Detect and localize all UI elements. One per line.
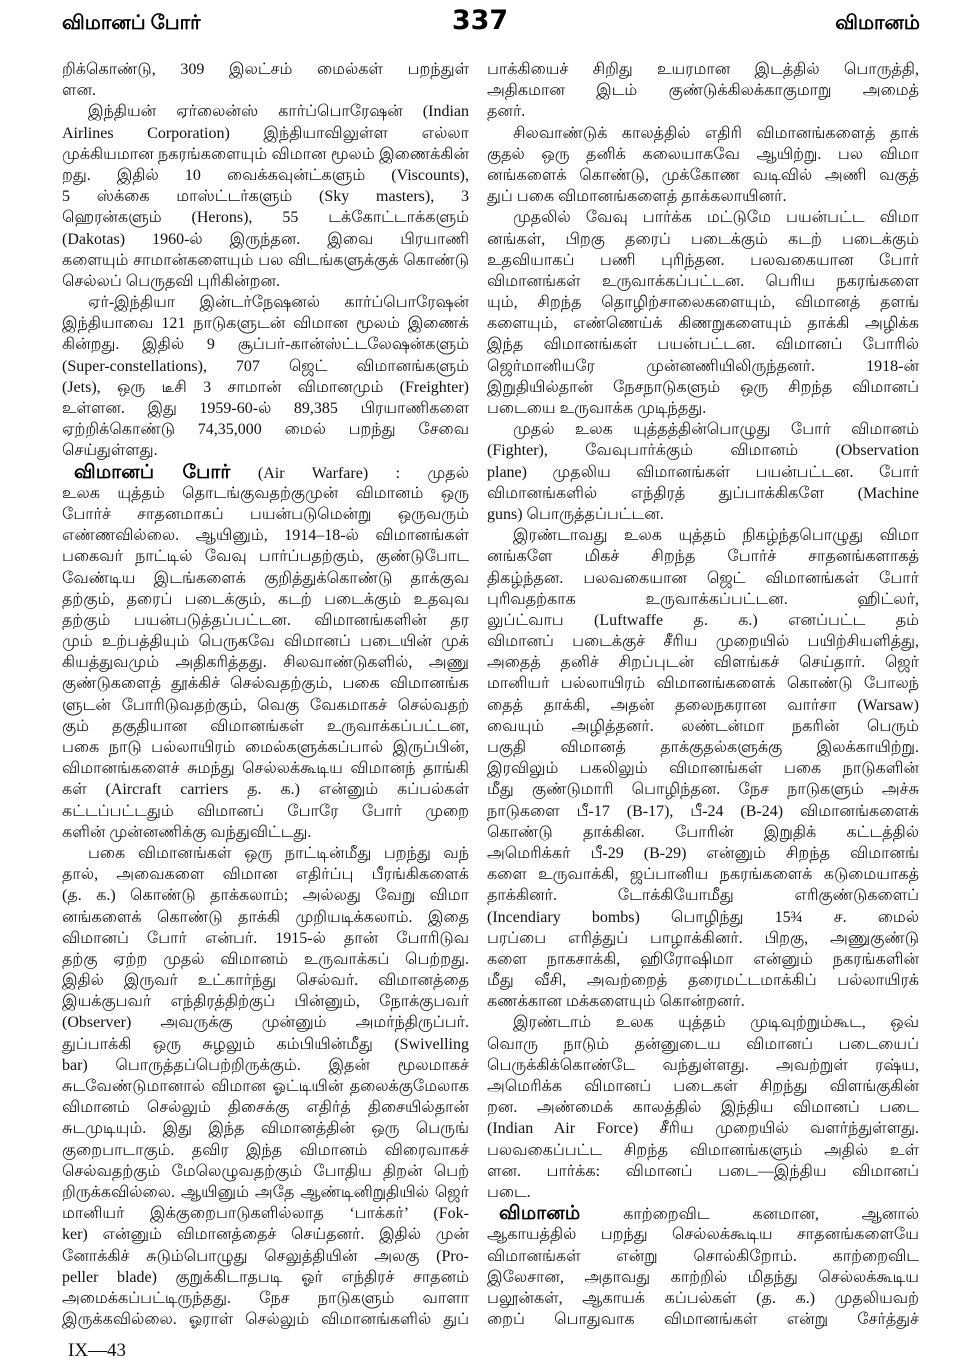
text-line: வொரு நாடும் தன்னுடைய விமானப் படையைப் — [487, 1035, 919, 1053]
text-line: இந்த விமானங்கள் பயன்பட்டன. விமானப் போரில் — [487, 336, 919, 354]
text-line: கின்றது. இதில் 9 சூப்பர்-கான்ஸ்ட்டலேஷன்களும் — [62, 336, 469, 354]
text-line: பகை நாடு பல்லாயிரம் மைல்களுக்கப்பால் இருப்பின், — [62, 739, 469, 756]
page-number: 337 — [451, 6, 509, 36]
paragraph — [487, 1012, 919, 1203]
text-line: களையும் சாமான்களையும் பல விடங்களுக்குக் கொண்டு — [62, 251, 469, 269]
text-line: கணக்கான மக்களையும் கொன்றனர். — [487, 993, 745, 1011]
text-line: இறுதியில்தான் நேசநாடுகளும் ஒரு சிறந்த விமானப் — [487, 378, 919, 396]
text-line: கள் (Aircraft carriers த. க.) என்னும் கப்பல்கள் — [62, 781, 469, 799]
text-line: ஏற்றிக்கொண்டு 74,35,000 மைல் பறந்து சேவை — [62, 421, 469, 439]
text-line: பலூன்கள், ஆகாயக் கப்பல்கள் (த. க.) முதலியவற் — [487, 1289, 919, 1307]
text-line: களை நாகசாக்கி, ஹிரோஷிமா என்னும் நகரங்களின் — [487, 950, 919, 968]
text-line: நாடுகளை பீ-17 (B-17), பீ-24 (B-24) விமானங்களைக் — [487, 802, 919, 820]
text-line: peller blade) குறுக்கிடாதபடி ஓர் எந்திரச் சாதனம் — [62, 1268, 469, 1286]
text-line: மும் உற்பத்தியும் பெருகவே விமானப் படையின் முக் — [62, 633, 469, 651]
text-line: ளுடன் போரிடுவதற்கும், வெகு வேகமாகச் செல்வதற் — [62, 696, 469, 714]
text-line: எண்ணவில்லை. ஆயினும், 1914–18-ல் விமானங்கள் — [62, 527, 469, 545]
running-head-left: விமானப் போர் — [62, 12, 201, 34]
text-line: தற்கு ஏற்ற முதல் விமானம் உருவாக்கப் பெற்றது. — [62, 950, 469, 968]
text-line: றிருக்கவில்லை. ஆயினும் அதே ஆண்டினிறுதியில் ஜெர் — [62, 1183, 469, 1201]
text-line: இலேசான, அதாவது காற்றில் மிதந்து செல்லக்கூடிய — [487, 1268, 919, 1286]
text-line: றைப் பொதுவாக விமானங்கள் என்று சேர்த்துச் — [487, 1311, 919, 1329]
text-line: குறைபாடாகும். தவிர இந்த விமானம் விரைவாகச் — [62, 1141, 469, 1159]
text-line: ஜெர்மானியரே முன்னணியிலிருந்தனர். 1918-ன் — [487, 357, 919, 375]
text-line: யும், சிறந்த தொழிற்சாலைகளையும், விமானத் தளங் — [487, 294, 919, 312]
text-line: பகைவர் நாட்டில் வேவு பார்ப்பதற்கும், குண்டுபோட — [62, 548, 469, 566]
text-line: அமைக்கப்பட்டிருந்தது. நேச நாடுகளும் வாளா — [62, 1289, 469, 1307]
text-line: பலவகைப்பட்ட சிறந்த விமானங்களும் அதில் உள் — [487, 1141, 919, 1159]
text-column-right — [487, 59, 919, 1335]
paragraph — [62, 101, 469, 292]
text-line: ஏர்-இந்தியா இன்டர்நேஷனல் கார்ப்பொரேஷன் — [88, 294, 469, 312]
text-line: களையும், எண்ணெய்க் கிணறுகளையும் தாக்கி அழிக்க — [487, 315, 919, 333]
text-line: போர்ச் சாதனமாகப் பயன்படுமென்று ஒருவரும் — [62, 505, 469, 523]
text-line: (Jets), ஒரு டீசி 3 சாமான் விமானமும் (Freighter) — [62, 378, 469, 396]
text-line: இந்தியாவை 121 நாடுகளுடன் விமான மூலம் இணைக் — [62, 315, 469, 333]
text-line: னங்கள், பிறகு தரைப் படைக்கும் கடற் படைக்கும் — [487, 230, 919, 248]
text-line: றன. அண்மைக் காலத்தில் இந்திய விமானப் படை — [487, 1099, 919, 1117]
text-line: றது. இதில் 10 வைக்கவுன்ட்களும் (Viscounts), — [62, 166, 469, 184]
text-line: (த. க.) கொண்டு தாக்கலாம்; அல்லது வேறு விமா — [62, 887, 469, 905]
text-line: முதலில் வேவு பார்க்க மட்டுமே பயன்பட்ட விமா — [513, 209, 919, 227]
text-line: plane) முதலிய விமானங்கள் பயன்பட்டன. போர் — [487, 463, 919, 481]
text-line: தற்கும் பயன்படுத்தப்பட்டன. விமானங்களின் தர — [62, 611, 469, 629]
text-line: தைத் தாக்கி, அதன் தலைநகரான வார்சா (Warsaw) — [487, 696, 919, 714]
text-line: ளன. பார்க்க: விமானப் படை—இந்திய விமானப் — [487, 1162, 919, 1180]
text-line: 5 ஸ்க்கை மாஸ்ட்டர்களும் (Sky masters), 3 — [62, 188, 469, 206]
text-line: முக்கியமான நகரங்களையும் விமான மூலம் இணைக்கின் — [62, 145, 469, 163]
text-line: அதைத் தனிச் சிறப்புடன் விளங்கச் செய்தார். ஜெர் — [487, 654, 919, 672]
text-line: கும் தகுதியான விமானங்கள் உருவாக்கப்பட்டன, — [62, 717, 469, 735]
text-line: அமெரிக்க விமானப் படைகள் சிறந்து விளங்குகின் — [487, 1078, 919, 1095]
text-line: ஹெரன்களும் (Herons), 55 டக்கோட்டாக்களும் — [62, 209, 469, 227]
text-line: bar) பொருத்தப்பெற்றிருக்கும். இதன் மூலமாகச் — [62, 1056, 469, 1074]
paragraph — [487, 207, 919, 419]
entry-paragraph — [487, 1203, 919, 1330]
text-line: களின் முன்னணிக்கு வந்துவிட்டது. — [62, 823, 312, 841]
text-line: அதிகமான இடம் குண்டுக்கிலக்காகுமாறு அமைத் — [487, 82, 919, 100]
paragraph — [62, 59, 469, 101]
text-line: விமானங்களில் எந்திரத் துப்பாக்கிகளே (Machine — [487, 484, 919, 502]
text-line: ker) என்னும் விமானத்தைச் செய்தனர். இதில் முன் — [62, 1226, 469, 1244]
paragraph — [62, 843, 469, 1330]
text-line: (Super-constellations), 707 ஜெட் விமானங்களும் — [62, 357, 469, 375]
text-line: உள்ளன. இது 1959-60-ல் 89,385 பிரயாணிகளை — [62, 400, 469, 417]
text-line — [487, 1203, 919, 1224]
text-line: இருக்கவில்லை. ஓராள் செல்லும் விமானங்களில் துப் — [62, 1311, 469, 1329]
text-line: கியத்துவமும் அதிகரித்தது. சிலவாண்டுகளில், அணு — [62, 654, 469, 672]
entry-headword: விமானப் போர் — [74, 461, 231, 483]
text-line: மீது வீசி, அவற்றைத் தரைமட்டமாக்கிப் பல்லாயிரக் — [487, 972, 919, 990]
text-line: இயக்குபவர் எந்திரத்திற்குப் பின்னும், நோக்குபவர் — [62, 993, 469, 1011]
text-line: பகுதி விமானத் தாக்குதல்களுக்கு இலக்காயிற்று. — [487, 739, 919, 756]
text-line: மானியர் இக்குறைபாடுகளில்லாத ‘பாக்கர்’ (Fok- — [62, 1205, 469, 1223]
text-line: பகை விமானங்கள் ஒரு நாட்டின்மீது பறந்து வந் — [88, 844, 469, 862]
text-line: சுடவேண்டுமானால் விமான ஓட்டியின் தலைக்குமேலாக — [62, 1078, 469, 1095]
text-line: இரண்டாவது உலக யுத்தம் நிகழ்ந்தபொழுது விமா — [513, 527, 919, 545]
text-line: துப் பகை விமானங்களைத் தாக்கலாயினர். — [487, 188, 787, 206]
text-line: கட்டப்பட்டதும் விமானப் போரே போர் முறை — [62, 802, 469, 820]
text-line: னங்களே மிகச் சிறந்த போர்ச் சாதனங்களாகத் — [487, 548, 919, 566]
text-line: வேண்டிய இடங்களைக் குறித்துக்கொண்டு தாக்குவ — [62, 569, 469, 587]
text-line — [62, 462, 469, 483]
paragraph — [487, 59, 919, 123]
text-line: விமானங்களைச் சுமந்து செல்லக்கூடிய விமானந் தாங்கி — [62, 760, 469, 778]
text-line: guns) பொருத்தப்பட்டன. — [487, 505, 664, 523]
text-line: னங்களைக் கொண்டு தாக்கி முறியடிக்கலாம். இதை — [62, 908, 469, 926]
text-line: விமானப் போர் என்பர். 1915-ல் தான் போரிடுவ — [62, 929, 469, 947]
paragraph — [62, 292, 469, 462]
text-line: உலக யுத்தம் தொடங்குவதற்குமுன் விமானம் ஒரு — [62, 484, 469, 502]
entry-headword: விமானம் — [499, 1203, 581, 1225]
text-line: குண்டுகளைத் தூக்கிச் செல்வதற்கும், பகை விமானங்க — [62, 675, 469, 693]
paragraph — [487, 419, 919, 525]
text-line: தனர். — [487, 103, 526, 121]
running-head-right: விமானம் — [835, 12, 920, 34]
text-column-left — [62, 59, 469, 1335]
entry-first-line-text: காற்றைவிட கனமான, ஆனால் — [623, 1206, 919, 1224]
text-line: உதவியாகப் பணி புரிந்தன. பலவகையான போர் — [487, 251, 919, 269]
text-line: விமானங்கள் உருவாக்கப்பட்டன. பெரிய நகரங்களை — [487, 272, 919, 290]
signature-mark: IX—43 — [68, 1340, 127, 1361]
text-line: களை உருவாக்கி, ஜப்பானிய நகரங்களைக் கடுமையாகத் — [487, 866, 919, 884]
text-line: விமானம் செல்லும் திசைக்கு எதிர்த் திசையில்தான் — [62, 1099, 469, 1117]
text-line: செல்வதற்கும் மேலெழுவதற்கும் போதிய திறன் பெற் — [62, 1162, 469, 1180]
text-line: (Indian Air Force) சீரிய முறையில் வளர்ந்துள்ளது. — [487, 1120, 919, 1138]
text-line: (Observer) அவருக்கு முன்னும் அமர்ந்திருப்பர். — [62, 1014, 469, 1032]
text-line: ளன. — [62, 82, 96, 100]
text-line: னோக்கிச் சுடும்பொழுது செலுத்தியின் அலகு (Pro- — [62, 1247, 469, 1265]
text-line: விமானங்கள் என்று சொல்கிறோம். காற்றைவிட — [487, 1247, 919, 1265]
text-line: மானியர் பல்லாயிரம் விமானங்களைக் கொண்டு போலந் — [487, 675, 919, 693]
text-line: புரிவதற்காக உருவாக்கப்பட்டன. ஹிட்லர், — [487, 590, 919, 608]
text-line: தால், அவைகளை விமான எதிர்ப்பு பீரங்கிகளைக் — [62, 866, 469, 884]
text-line: துப்பாக்கி ஒரு சுழலும் கம்பியின்மீது (Swivelling — [62, 1035, 469, 1053]
text-line: முதல் உலக யுத்தத்தின்பொழுது போர் விமானம் — [513, 421, 919, 439]
paragraph — [487, 123, 919, 208]
text-line: பாக்கியைச் சிறிது உயரமான இடத்தில் பொருத்தி, — [487, 61, 919, 78]
paragraph — [487, 525, 919, 1012]
text-line: குதல் ஒரு தனிக் கலையாகவே ஆயிற்று. பல விமா — [487, 145, 919, 163]
text-line: (Incendiary bombs) பொழிந்து 15¾ ச. மைல் — [487, 908, 919, 926]
text-line: றிக்கொண்டு, 309 இலட்சம் மைல்கள் பறந்துள் — [62, 61, 469, 78]
text-line: இந்தியன் ஏர்லைன்ஸ் கார்ப்பொரேஷன் (Indian — [88, 103, 469, 121]
text-line: அமெரிக்கர் பீ-29 (B-29) என்னும் சிறந்த விமானங் — [487, 844, 919, 862]
entry-paragraph — [62, 462, 469, 843]
text-line: வையும் அழித்தனர். லண்டன்மா நகரின் பெரும் — [487, 717, 919, 735]
text-line: பெருக்கிக்கொண்டே வந்துள்ளது. அவற்றுள் ரஷ்ய, — [487, 1056, 919, 1074]
text-line: படையை உருவாக்க முடிந்தது. — [487, 400, 707, 417]
text-line: தற்கும், தரைப் படைக்கும், கடற் படைக்கும் உதவுவ — [62, 590, 469, 608]
text-line: படை. — [487, 1183, 531, 1201]
text-line: பரப்பை எரித்துப் பாழாக்கினர். பிறகு, அணுகுண்டு — [487, 929, 919, 947]
text-line: னங்களைக் கொண்டு, முக்கோண வடிவில் அணி வகுத் — [487, 166, 919, 184]
text-line: (Fighter), வேவுபார்க்கும் விமானம் (Observation — [487, 442, 919, 460]
text-line: இதில் இருவர் உட்கார்ந்து செல்வர். விமானத்தை — [62, 972, 469, 990]
text-line: லுப்ட்வாப (Luftwaffe த. க.) எனப்பட்ட தம் — [487, 611, 919, 629]
text-line: ஆகாயத்தில் பறந்து செல்லக்கூடிய சாதனங்களையே — [487, 1226, 919, 1244]
text-line: செல்லப் பெருதவி புரிகின்றன. — [62, 272, 281, 290]
text-line: கொண்டு தாக்கின. போரின் இறுதிக் கட்டத்தில் — [487, 823, 919, 841]
text-line: சுடமுடியும். இது இந்த விமானத்தின் ஒரு பெருங் — [62, 1120, 469, 1138]
text-line: தாக்கினர். டோக்கியோமீது எரிகுண்டுகளைப் — [487, 887, 919, 905]
text-line: திகழ்ந்தன. பலவகையான ஜெட் விமானங்கள் போர் — [487, 569, 919, 587]
entry-first-line-text: (Air Warfare) : முதல் — [257, 464, 469, 482]
text-line: இரண்டாம் உலக யுத்தம் முடிவுற்றும்கூட, ஒவ் — [513, 1014, 919, 1032]
text-line: விமானப் படைக்குச் சீரிய முறையில் பயிற்சியளித்து, — [487, 633, 919, 651]
text-line: (Dakotas) 1960-ல் இருந்தன. இவை பிரயாணி — [62, 230, 469, 248]
text-line: செய்துள்ளது. — [62, 442, 158, 460]
text-line: சிலவாண்டுக் காலத்தில் எதிரி விமானங்களைத் தாக் — [513, 124, 919, 142]
text-line: மீது குண்டுமாரி பொழிந்தன. நேச நாடுகளும் அச்சு — [487, 781, 919, 799]
text-line: இரவிலும் பகலிலும் விமானங்கள் பகை நாடுகளின் — [487, 760, 919, 778]
text-line: Airlines Corporation) இந்தியாவிலுள்ள எல்லா — [62, 124, 469, 142]
